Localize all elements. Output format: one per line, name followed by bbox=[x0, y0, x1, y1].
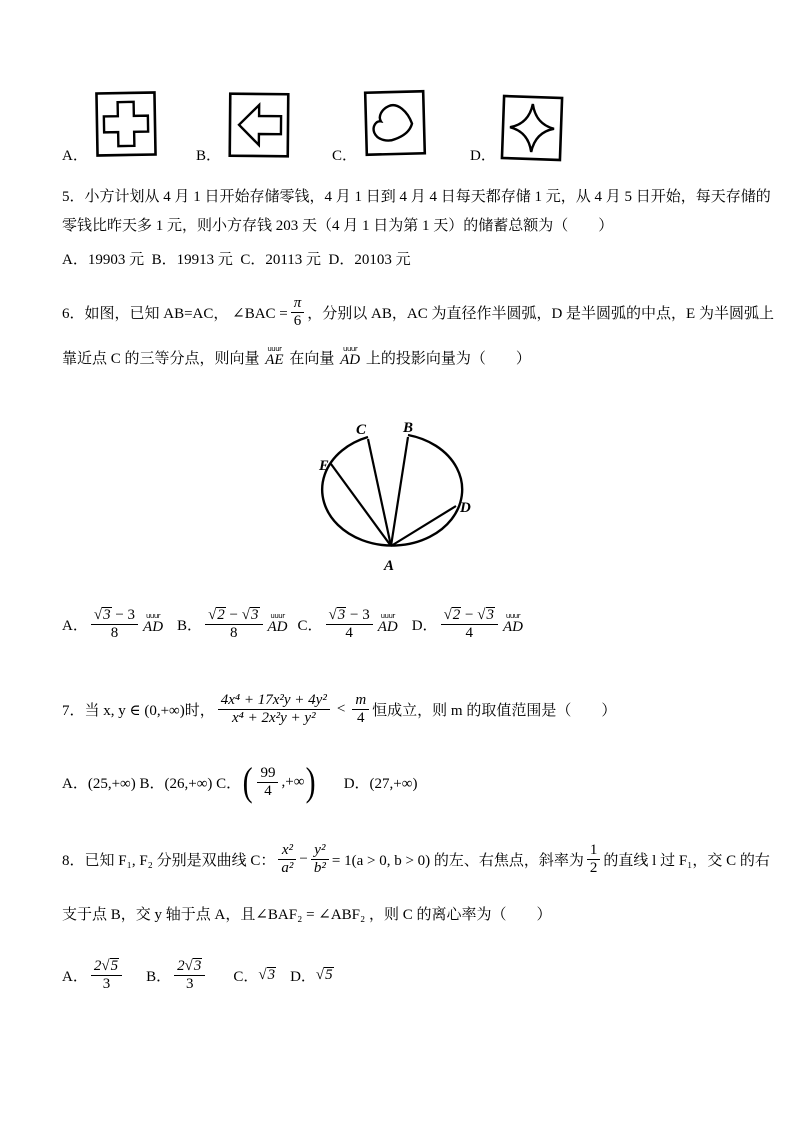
fraction-numerator: 4x⁴ + 17x²y + 4y² bbox=[220, 691, 327, 708]
top-option-a-shape bbox=[94, 90, 157, 158]
minus-sign: − bbox=[461, 606, 478, 623]
option-c-label: C． bbox=[297, 617, 323, 634]
option-a-label: A． bbox=[62, 617, 88, 634]
vector-AD bbox=[143, 613, 163, 635]
coefficient: 2 bbox=[177, 957, 185, 974]
option-c-sqrt bbox=[258, 967, 276, 983]
question-6-line1 bbox=[62, 290, 774, 334]
vector-arrow-mark: uuur bbox=[505, 612, 521, 620]
question-8-text: = 1(a > 0, b > 0) 的左、右焦点，斜率为 bbox=[331, 852, 584, 869]
minus-sign: − bbox=[225, 606, 242, 623]
option-b-label: B． bbox=[177, 617, 203, 634]
question-6-text: ，分别以 AB，AC 为直径作半圆弧，D 是半圆弧的中点，E 为半圆弧上 bbox=[307, 305, 774, 322]
sqrt-symbol: √ bbox=[477, 606, 486, 623]
top-option-d-shape bbox=[500, 94, 564, 163]
square-frame bbox=[365, 91, 425, 154]
top-option-c-shape bbox=[363, 89, 427, 158]
question-6-line2 bbox=[62, 346, 531, 368]
vector-AD bbox=[340, 346, 360, 368]
numerator-rest: − 3 bbox=[111, 606, 136, 623]
sqrt-symbol: √ bbox=[258, 967, 267, 983]
vector-arrow-mark: uuur bbox=[267, 345, 282, 353]
vector-arrow-mark: uuur bbox=[343, 345, 358, 353]
top-option-d-label: D． bbox=[470, 148, 496, 164]
heart-icon bbox=[373, 105, 412, 141]
sqrt-symbol: √ bbox=[315, 967, 325, 983]
question-5-line1: 5．小方计划从 4 月 1 日开始存储零钱，4 月 1 日到 4 月 4 日每天都存储 1 元，从 4 月 5 日开始，每天存储的 bbox=[62, 189, 771, 205]
option-d-fraction bbox=[441, 607, 498, 642]
radicand: 3 bbox=[486, 606, 494, 623]
plus-icon bbox=[104, 102, 149, 147]
question-7-main-fraction bbox=[218, 692, 330, 727]
option-d-sqrt bbox=[316, 967, 334, 983]
radicand: 5 bbox=[325, 967, 333, 983]
top-option-b-label: B． bbox=[196, 148, 222, 164]
vector-base: AD bbox=[503, 619, 523, 635]
four-point-star-icon bbox=[509, 103, 555, 153]
option-d-label: D． bbox=[290, 968, 316, 985]
question-5-options: A．19903 元 B．19913 元 C．20113 元 D．20103 元 bbox=[62, 252, 411, 268]
vector-base: AD bbox=[143, 619, 164, 635]
question-6-text: 上的投影向量为（ ） bbox=[362, 351, 531, 367]
fraction-numerator bbox=[174, 958, 205, 975]
option-c-fraction bbox=[257, 765, 278, 800]
question-8-text: 8．已知 F₁, F₂ 分别是双曲线 C： bbox=[62, 852, 276, 869]
fraction-denominator: b² bbox=[311, 859, 329, 877]
figure-label-A: A bbox=[384, 558, 395, 574]
vector-arrow-mark: uuur bbox=[380, 612, 395, 620]
circle-arc bbox=[322, 435, 462, 546]
fraction-y2-over-b2 bbox=[311, 842, 329, 877]
question-8-line1 bbox=[62, 830, 770, 888]
top-option-b-shape bbox=[228, 92, 291, 160]
option-d-label: D． bbox=[411, 617, 438, 634]
radicand: 3 bbox=[337, 606, 346, 623]
fraction-pi-over-6 bbox=[291, 295, 305, 330]
question-8-line2: 支于点 B，交 y 轴于点 A，且∠BAF₂ = ∠ABF₂ ，则 C 的离心率为（ ） bbox=[62, 907, 552, 923]
figure-label-C: C bbox=[356, 422, 367, 438]
coefficient: 2 bbox=[93, 957, 102, 974]
arrow-left-icon bbox=[239, 105, 281, 145]
fraction-numerator bbox=[205, 607, 262, 624]
option-a: A．(25,+∞) bbox=[62, 775, 140, 792]
sqrt-symbol: √ bbox=[93, 606, 103, 623]
option-b: B．(26,+∞) bbox=[139, 775, 217, 792]
option-d: D．(27,+∞) bbox=[343, 775, 418, 792]
question-6-text: 6．如图，已知 AB=AC， ∠BAC = bbox=[62, 305, 288, 322]
option-b-fraction bbox=[174, 958, 205, 993]
fraction-numerator bbox=[441, 607, 498, 624]
question-6-circle-figure bbox=[318, 418, 483, 580]
radicand: 3 bbox=[193, 957, 202, 974]
fraction-numerator: x² bbox=[281, 841, 293, 858]
fraction-denominator: 4 bbox=[326, 624, 373, 642]
sqrt-symbol: √ bbox=[208, 606, 217, 623]
question-5-line2: 零钱比昨天多 1 元，则小方存钱 203 天（4 月 1 日为第 1 天）的储蓄总额为（ ） bbox=[62, 218, 614, 234]
vector-base: AE bbox=[265, 352, 284, 368]
question-8-options bbox=[62, 948, 334, 1002]
fraction-denominator: 8 bbox=[91, 624, 138, 642]
fraction-denominator: 2 bbox=[587, 859, 601, 877]
fraction-denominator: 3 bbox=[174, 975, 205, 993]
figure-label-D: D bbox=[460, 500, 471, 516]
fraction-numerator bbox=[91, 607, 138, 624]
vector-AD bbox=[378, 613, 398, 635]
vector-base: AD bbox=[377, 619, 398, 635]
fraction-denominator: a² bbox=[278, 859, 296, 877]
option-a-fraction bbox=[91, 958, 122, 993]
radicand: 3 bbox=[267, 967, 276, 983]
less-than-sign: < bbox=[336, 700, 346, 717]
sqrt-symbol: √ bbox=[184, 957, 193, 974]
fraction-m-over-4 bbox=[352, 692, 369, 727]
fraction-denominator: 4 bbox=[352, 709, 369, 727]
fraction-numerator: m bbox=[355, 691, 367, 708]
question-7-line bbox=[62, 678, 616, 740]
vector-base: AD bbox=[340, 352, 361, 368]
fraction-denominator: 3 bbox=[91, 975, 122, 993]
fraction-1-over-2 bbox=[587, 842, 601, 877]
radicand: 2 bbox=[217, 606, 225, 623]
vector-AE bbox=[265, 346, 283, 368]
radicand: 2 bbox=[452, 606, 461, 623]
fraction-denominator: 6 bbox=[291, 312, 305, 330]
top-option-a-label: A． bbox=[62, 148, 88, 164]
fraction-numerator bbox=[326, 607, 373, 624]
question-7-text: 7．当 x, y ∈ (0,+∞)时， bbox=[62, 702, 215, 719]
numerator-rest: − 3 bbox=[346, 606, 370, 623]
fraction-denominator: 4 bbox=[257, 782, 278, 800]
option-a-fraction bbox=[91, 607, 138, 642]
radicand: 5 bbox=[110, 957, 119, 974]
fraction-numerator: 1 bbox=[589, 841, 598, 858]
radicand: 3 bbox=[103, 606, 111, 623]
fraction-numerator: 99 bbox=[260, 764, 276, 781]
fraction-denominator: x⁴ + 2x²y + y² bbox=[218, 709, 330, 727]
fraction-x2-over-a2 bbox=[278, 842, 296, 877]
chord-AB bbox=[391, 437, 408, 546]
option-c-label: C． bbox=[233, 968, 259, 985]
option-c-fraction bbox=[326, 607, 373, 642]
sqrt-symbol: √ bbox=[443, 606, 452, 623]
vector-arrow-mark: uuur bbox=[145, 612, 161, 620]
figure-label-E: E bbox=[319, 458, 330, 474]
fraction-numerator: y² bbox=[314, 841, 326, 858]
vector-AD bbox=[503, 613, 523, 635]
vector-arrow-mark: uuur bbox=[270, 612, 285, 620]
fraction-denominator: 4 bbox=[441, 624, 498, 642]
option-a-label: A． bbox=[62, 968, 88, 985]
question-7-options: A．(25,+∞) B．(26,+∞) C． ( $\frac{99}{4}$ ,+∞ ) D．(27,+∞) bbox=[62, 759, 418, 804]
top-option-c-label: C． bbox=[332, 148, 358, 164]
vector-base: AD bbox=[267, 619, 288, 635]
fraction-numerator: π bbox=[293, 294, 302, 311]
question-6-text: 靠近点 C 的三等分点，则向量 bbox=[62, 351, 264, 367]
fraction-denominator: 8 bbox=[205, 624, 262, 642]
radicand: 3 bbox=[251, 606, 259, 623]
sqrt-symbol: √ bbox=[328, 606, 337, 623]
question-7-text: 恒成立，则 m 的取值范围是（ ） bbox=[372, 702, 617, 719]
minus-sign: − bbox=[299, 850, 308, 867]
option-c-tail: ,+∞ bbox=[281, 773, 305, 790]
question-6-options bbox=[62, 598, 525, 650]
sqrt-symbol: √ bbox=[241, 606, 250, 623]
option-c-label: C． bbox=[216, 775, 242, 792]
question-6-text: 在向量 bbox=[285, 351, 339, 367]
vector-AD bbox=[268, 613, 288, 635]
question-8-text: 的直线 l 过 F₁，交 C 的右 bbox=[603, 852, 770, 869]
figure-label-B: B bbox=[403, 420, 414, 436]
fraction-numerator bbox=[91, 958, 122, 975]
sqrt-symbol: √ bbox=[101, 957, 110, 974]
option-b-fraction bbox=[205, 607, 262, 642]
option-b-label: B． bbox=[146, 968, 172, 985]
